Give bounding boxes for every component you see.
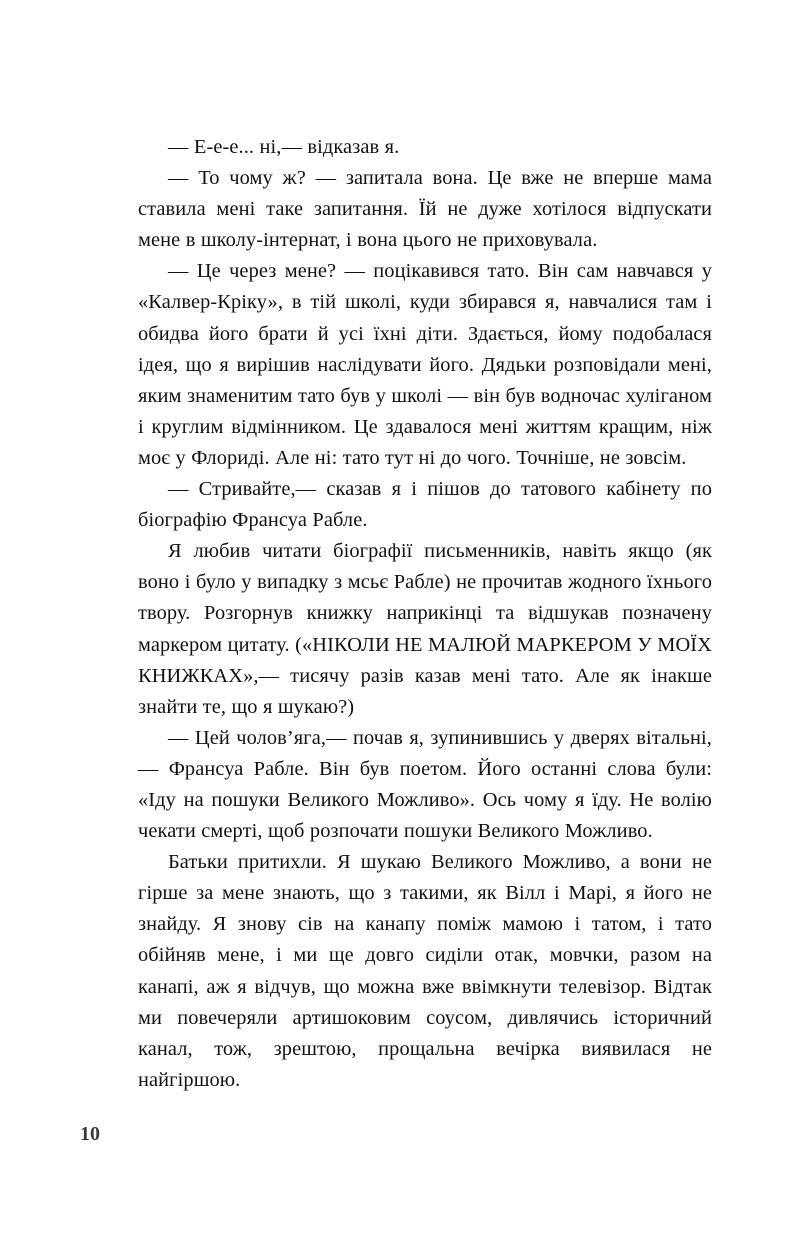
paragraph: — То чому ж? — запитала вона. Це вже не вперше мама ставила мені таке запитання. Їй не дуже хотілося відпускати мене в школу-інтернат, і вона цього не приховувала.	[138, 167, 712, 252]
page-text-block	[138, 132, 712, 1096]
page-number: 10	[80, 1123, 100, 1145]
paragraph: — Е-е-е... ні,— відказав я.	[168, 136, 400, 158]
paragraph: Батьки притихли. Я шукаю Великого Можливо, а вони не гірше за мене знають, що з такими, як Вілл і Марі, я його не знайду. Я знову сів на канапу поміж мамою і татом, і тато обійняв мене, і ми ще довго сиділи отак, мовчки, разом на канапі, аж я відчув, що можна вже ввімкнути телевізор. Відтак ми повечеряли артишоковим соусом, дивлячись історичний канал, тож, зрештою, прощальна вечірка виявилася не найгіршою.	[138, 851, 712, 1091]
paragraph: — Стривайте,— сказав я і пішов до татового кабінету по біографію Франсуа Рабле.	[138, 478, 712, 532]
paragraph: — Це через мене? — поцікавився тато. Він сам навчався у «Калвер-Кріку», в тій школі, куди збирався я, навчалися там і обидва його брати й усі їхні діти. Здається, йому подобалася ідея, що я вирішив наслідувати його. Дядьки розповідали мені, яким знаменитим тато був у школі — він був водночас хуліганом і круглим відмінником. Це здавалося мені життям кращим, ніж моє у Флориді. Але ні: тато тут ні до чого. Точніше, не зовсім.	[138, 260, 712, 469]
paragraph: — Цей чолов’яга,— почав я, зупинившись у дверях вітальні,— Франсуа Рабле. Він був поетом. Його останні слова були: «Іду на пошуки Великого Можливо». Ось чому я їду. Не волію чекати смерті, щоб розпочати пошуки Великого Можливо.	[138, 726, 712, 843]
paragraph: Я любив читати біографії письменників, навіть якщо (як воно і було у випадку з мсьє Рабле) не прочитав жодного їхнього твору. Розгорнув книжку наприкінці та відшукав позначену маркером цитату. («НІКОЛИ НЕ МАЛЮЙ МАРКЕРОМ У МОЇХ КНИЖКАХ»,— тисячу разів казав мені тато. Але як інакше знайти те, що я шукаю?)	[138, 540, 712, 718]
